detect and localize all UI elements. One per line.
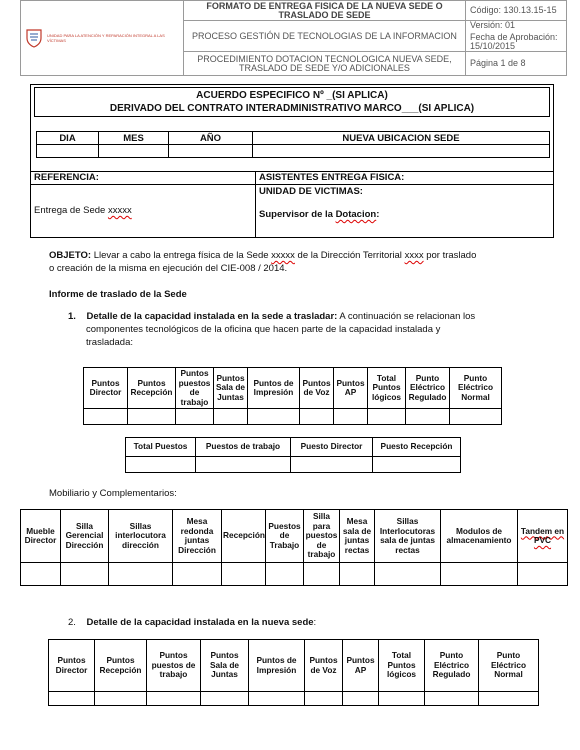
objeto-placeholder-dt: xxxx [404, 250, 424, 261]
referencia-asistentes-row [31, 171, 553, 237]
table-cell[interactable] [266, 563, 304, 586]
table-puestos [125, 437, 461, 473]
col-puntos-director: Puntos Director [84, 368, 128, 409]
table-row [126, 457, 461, 473]
col-puntos-voz: Puntos de Voz [300, 368, 334, 409]
col-puesto-recepcion: Puesto Recepción [373, 438, 461, 457]
col-mueble-director: Mueble Director [21, 510, 61, 563]
referencia-placeholder: xxxxx [107, 205, 132, 216]
col-puntos-recepcion: Puntos Recepción [95, 640, 147, 692]
acuerdo-line2: DERIVADO DEL CONTRATO INTERADMINISTRATIVO MARCO___(SI APLICA) [109, 103, 475, 114]
objeto-line2: o creación de la misma en ejecución del CIE-008 / 2014. [49, 263, 288, 274]
col-total-puntos-logicos: Total Puntos lógicos [368, 368, 406, 409]
supervisor-word: Dotacion [335, 209, 377, 220]
col-mesa-sala-juntas: Mesa sala de juntas rectas [340, 510, 375, 563]
section1-paragraph [68, 310, 558, 349]
table-cell[interactable] [214, 409, 248, 425]
shield-icon [25, 28, 43, 48]
table-cell[interactable] [425, 692, 479, 706]
col-puntos-director: Puntos Director [49, 640, 95, 692]
table-cell[interactable] [300, 409, 334, 425]
table-cell[interactable] [450, 409, 502, 425]
table-cell[interactable] [305, 692, 343, 706]
referencia-prefix: Entrega de Sede [34, 205, 108, 216]
col-recepcion: Recepción [222, 510, 266, 563]
table-cell[interactable] [379, 692, 425, 706]
unidad-label: UNIDAD DE VICTIMAS: [259, 186, 363, 197]
referencia-label: REFERENCIA: [31, 171, 255, 185]
section2-suffix: : [313, 617, 317, 628]
col-punto-electrico-regulado: Punto Eléctrico Regulado [425, 640, 479, 692]
table-cell[interactable] [479, 692, 539, 706]
objeto-placeholder-sede: xxxxx [271, 250, 295, 261]
section1-text: A continuación se relacionan los [337, 311, 476, 322]
col-puntos-puestos-trabajo: Puntos puestos de trabajo [176, 368, 214, 409]
supervisor-prefix: Supervisor de la [259, 209, 336, 220]
table-cell[interactable] [340, 563, 375, 586]
col-punto-electrico-normal: Punto Eléctrico Normal [450, 368, 502, 409]
col-puesto-director: Puesto Director [291, 438, 373, 457]
section1-line3: trasladada: [86, 337, 134, 348]
col-punto-electrico-regulado: Punto Eléctrico Regulado [406, 368, 450, 409]
section2-paragraph [68, 616, 316, 629]
table-cell[interactable] [406, 409, 450, 425]
col-modulos-almacenamiento: Modulos de almacenamiento [441, 510, 518, 563]
table-cell[interactable] [61, 563, 109, 586]
section1-line1 [68, 310, 558, 323]
mobiliario-title: Mobiliario y Complementarios: [49, 488, 177, 499]
table-cell[interactable] [126, 457, 196, 473]
form-title: FORMATO DE ENTREGA FISICA DE LA NUEVA SEDE O TRASLADO DE SEDE [184, 1, 466, 21]
col-mesa-redonda: Mesa redonda juntas Dirección [173, 510, 222, 563]
supervisor-label [259, 209, 379, 220]
section2-number: 2. [68, 617, 76, 628]
col-sillas-interlocutora-direccion: Sillas interlocutora dirección [109, 510, 173, 563]
referencia-value[interactable] [34, 205, 132, 216]
acuerdo-title [34, 87, 550, 117]
table-cell[interactable] [518, 563, 568, 586]
section1-number: 1. [68, 311, 76, 322]
col-puntos-sala-juntas: Puntos Sala de Juntas [201, 640, 249, 692]
header-ano: AÑO [169, 132, 253, 145]
acuerdo-line1: ACUERDO ESPECIFICO Nº _(SI APLICA) [196, 90, 388, 101]
logo-cell [21, 1, 184, 76]
col-puntos-ap: Puntos AP [343, 640, 379, 692]
asistentes-label: ASISTENTES ENTREGA FISICA: [256, 171, 553, 185]
ano-field[interactable] [169, 145, 253, 158]
objeto-line1 [49, 249, 554, 262]
table-cell[interactable] [49, 692, 95, 706]
table-cell[interactable] [291, 457, 373, 473]
table-header-row [49, 640, 539, 692]
supervisor-suffix: : [376, 209, 380, 220]
col-total-puestos: Total Puestos [126, 438, 196, 457]
objeto-paragraph [49, 249, 554, 275]
header-nueva-ubicacion: NUEVA UBICACION SEDE [253, 132, 550, 145]
tandem-label: Tandem en PVC [520, 525, 565, 545]
table-cell[interactable] [173, 563, 222, 586]
table-cell[interactable] [304, 563, 340, 586]
col-puestos-trabajo: Puestos de trabajo [196, 438, 291, 457]
table-cell[interactable] [375, 563, 441, 586]
col-puntos-voz: Puntos de Voz [305, 640, 343, 692]
col-tandem-pvc [518, 510, 568, 563]
acuerdo-box [30, 84, 554, 238]
col-puntos-sala-juntas: Puntos Sala de Juntas [214, 368, 248, 409]
col-puntos-ap: Puntos AP [334, 368, 368, 409]
table-cell[interactable] [196, 457, 291, 473]
mes-field[interactable] [99, 145, 169, 158]
ubicacion-field[interactable] [253, 145, 550, 158]
objeto-label: OBJETO: [49, 250, 92, 261]
col-total-puntos-logicos: Total Puntos lógicos [379, 640, 425, 692]
approval-label: Fecha de Aprobación: [470, 32, 558, 42]
asistentes-section [256, 171, 553, 237]
table-cell[interactable] [21, 563, 61, 586]
section1-bold: Detalle de la capacidad instalada en la sede a trasladar: [86, 311, 338, 322]
agency-logo [25, 28, 179, 48]
table-cell[interactable] [95, 692, 147, 706]
logo-text: UNIDAD PARA LA ATENCIÓN Y REPARACIÓN INTEGRAL A LAS VÍCTIMAS [47, 33, 165, 43]
table-cell[interactable] [373, 457, 461, 473]
col-puntos-puestos-trabajo: Puntos puestos de trabajo [147, 640, 201, 692]
objeto-text-3: por traslado [423, 250, 477, 261]
table-cell[interactable] [128, 409, 176, 425]
table-cell[interactable] [441, 563, 518, 586]
header-mes: MES [99, 132, 169, 145]
col-punto-electrico-normal: Punto Eléctrico Normal [479, 640, 539, 692]
section1-line2: componentes tecnológicos de la oficina que hacen parte de la capacidad instalada y [86, 324, 441, 335]
col-silla-gerencial: Silla Gerencial Dirección [61, 510, 109, 563]
table-cell[interactable] [249, 692, 305, 706]
table-cell[interactable] [176, 409, 214, 425]
page-number: Página 1 de 8 [466, 52, 567, 76]
table-header-row [126, 438, 461, 457]
col-silla-puestos: Silla para puestos de trabajo [304, 510, 340, 563]
section2-bold: Detalle de la capacidad instalada en la nueva sede [86, 617, 314, 628]
col-puntos-impresion: Puntos de Impresión [248, 368, 300, 409]
table-cell[interactable] [343, 692, 379, 706]
approval-date: 15/10/2015 [470, 41, 516, 51]
table-cell[interactable] [368, 409, 406, 425]
table-cell[interactable] [222, 563, 266, 586]
table-header-row [21, 510, 568, 563]
version-text: Versión: 01 [470, 20, 516, 30]
table-cell[interactable] [201, 692, 249, 706]
procedure-name: PROCEDIMIENTO DOTACION TECNOLOGICA NUEVA SEDE, TRASLADO DE SEDE Y/O ADICIONALES [184, 52, 466, 76]
document-header [20, 0, 567, 76]
form-code: Código: 130.13.15-15 [466, 1, 567, 21]
col-puntos-recepcion: Puntos Recepción [128, 368, 176, 409]
table-row [21, 563, 568, 586]
col-sillas-interlocutoras-sala: Sillas Interlocutoras sala de juntas rectas [375, 510, 441, 563]
table-cell[interactable] [248, 409, 300, 425]
date-location-table [36, 131, 550, 158]
form-version [466, 21, 567, 52]
objeto-text-2: de la Dirección Territorial [294, 250, 405, 261]
process-name: PROCESO GESTIÓN DE TECNOLOGIAS DE LA INFORMACION [184, 21, 466, 52]
col-puntos-impresion: Puntos de Impresión [249, 640, 305, 692]
table-cell[interactable] [334, 409, 368, 425]
table-mobiliario [20, 509, 568, 586]
referencia-section [31, 171, 256, 237]
table-cell[interactable] [147, 692, 201, 706]
col-puestos-trabajo: Puestos de Trabajo [266, 510, 304, 563]
table-capacidad-trasladar [83, 367, 502, 425]
header-dia: DIA [37, 132, 99, 145]
table-header-row [84, 368, 502, 409]
table-capacidad-nueva [48, 639, 539, 706]
objeto-text-1: Llevar a cabo la entrega física de la Sede [91, 250, 272, 261]
table-cell[interactable] [84, 409, 128, 425]
table-cell[interactable] [109, 563, 173, 586]
table-row [49, 692, 539, 706]
informe-title: Informe de traslado de la Sede [49, 289, 187, 300]
table-row [84, 409, 502, 425]
dia-field[interactable] [37, 145, 99, 158]
